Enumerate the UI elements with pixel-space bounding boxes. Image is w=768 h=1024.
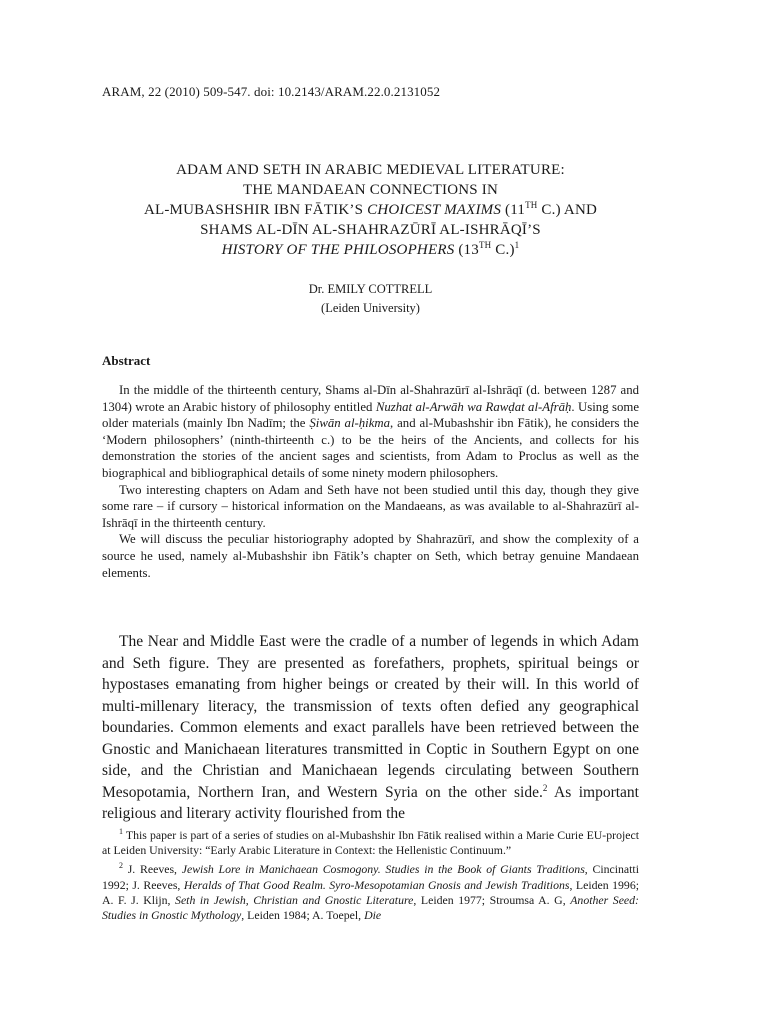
author-block	[102, 280, 639, 318]
title-line-3	[102, 200, 639, 220]
title-line-4: SHAMS AL-DĪN AL-SHAHRAZŪRĪ AL-ISHRĀQĪ’S	[200, 222, 541, 238]
title-line-2: THE MANDAEAN CONNECTIONS IN	[243, 182, 498, 198]
footnote-2-title-reeves-2: Heralds of That Good Realm. Syro-Mesopotamian Gnosis and Jewish Traditions	[183, 877, 570, 892]
title-line-3-part-a: AL-MUBASHSHIR IBN FĀTIK’S	[143, 202, 368, 218]
title-line-5	[102, 240, 639, 260]
footnotes	[102, 828, 639, 923]
abstract-paragraph-1	[102, 382, 639, 482]
title-line-5-part-c: C.)	[491, 242, 515, 258]
footnote-2-text-d: , Leiden 1977; Stroumsa A. G,	[413, 892, 571, 907]
author-affiliation: (Leiden University)	[321, 301, 420, 315]
title-line-3-part-c: C.) AND	[537, 202, 598, 218]
abstract-p1-text-b: . Using some older materials (mainly Ibn Nadīm; the	[102, 399, 639, 431]
abstract-heading: Abstract	[102, 353, 151, 368]
footnote-1	[102, 828, 639, 858]
title-line-3-part-b: (11	[501, 202, 526, 218]
title-line-5-italic: HISTORY OF THE PHILOSOPHERS	[221, 242, 455, 258]
article-title	[102, 160, 639, 260]
abstract-paragraph-2: Two interesting chapters on Adam and Seth have not been studied until this day, though they give some rare – if cursory – historical information on the Mandaeans, as was available to al-Shahrazūrī al-Ishrāqī in the thirteenth century.	[102, 482, 639, 530]
footnote-2-text-c: , Leiden 1996; A. F. J. Klijn,	[102, 877, 639, 907]
footnote-2-text-a: J. Reeves,	[123, 862, 182, 877]
body-footnote-ref-2[interactable]: 2	[542, 782, 548, 793]
main-text	[102, 631, 639, 825]
footnote-1-text: This paper is part of a series of studies on al-Mubashshir Ibn Fātik realised within a Marie Curie EU-project at Leiden University: “Early Arabic Literature in Context: the Hellenistic Continuum.”	[102, 828, 639, 858]
abstract-p1-title-nuzhat: Nuzhat al-Arwāh wa Rawḍat al-Afrāḥ	[375, 399, 572, 414]
title-line-5-part-b: (13	[454, 242, 479, 258]
journal-citation: ARAM, 22 (2010) 509-547. doi: 10.2143/ARAM.22.0.2131052	[102, 84, 441, 99]
title-line-3-superscript: TH	[525, 200, 538, 210]
footnote-2-title-toepel: Die	[364, 908, 382, 923]
abstract-p1-title-siwan: Ṣiwān al-ḥikma	[309, 416, 391, 431]
footnote-2-text-e: , Leiden 1984; A. Toepel,	[241, 908, 365, 923]
body-p1-text-a: The Near and Middle East were the cradle of a number of legends in which Adam and Seth figure. They are presented as forefathers, prophets, spiritual beings or hypostases emanating from higher beings or created by their will. In this world of multi-millenary literacy, the transmission of texts often defied any geographical boundaries. Common elements and exact parallels have been retrieved between the Gnostic and Manichaean literatures transmitted in Coptic in Southern Egypt on one side, and the Christian and Manichaean legends circulating between Southern Mesopotamia, Northern Iran, and Western Syria on the other side.	[102, 633, 639, 801]
body-p1-text-b: As important religious and literary activity flourished from the	[102, 783, 639, 822]
footnote-2-text-b: , Cincinatti 1992; J. Reeves,	[102, 862, 639, 892]
footnote-2-title-klijn: Seth in Jewish, Christian and Gnostic Literature	[175, 892, 414, 907]
title-line-3-italic: CHOICEST MAXIMS	[367, 202, 502, 218]
footnote-2	[102, 862, 639, 923]
footnote-2-title-reeves-1: Jewish Lore in Manichaean Cosmogony. Studies in the Book of Giants Traditions	[181, 862, 585, 877]
abstract-body	[102, 382, 639, 581]
body-paragraph-1	[102, 631, 639, 825]
abstract-paragraph-3: We will discuss the peculiar historiography adopted by Shahrazūrī, and show the complexity of a source he used, namely al-Mubashshir ibn Fātik’s chapter on Seth, which betray genuine Mandaean elements.	[102, 532, 639, 580]
footnote-2-number: 2	[119, 861, 123, 871]
title-line-5-superscript: TH	[478, 240, 492, 250]
author-name: Dr. EMILY COTTRELL	[308, 282, 433, 296]
footnote-1-number: 1	[119, 827, 123, 837]
title-line-1: ADAM AND SETH IN ARABIC MEDIEVAL LITERATURE:	[176, 162, 565, 178]
footnote-2-title-stroumsa: Another Seed: Studies in Gnostic Mythology	[102, 892, 639, 923]
abstract-p1-text-a: In the middle of the thirteenth century, Shams al-Dīn al-Shahrazūrī al-Ishrāqī (d. between 1287 and 1304) wrote an Arabic history of philosophy entitled	[102, 383, 639, 414]
title-footnote-ref[interactable]: 1	[514, 240, 520, 250]
abstract-p1-text-c: , and al-Mubashshir ibn Fātik), he considers the ‘Modern philosophers’ (ninth-thirteenth c.) to be the heirs of the Ancients, and collects for his demonstration the stories of the ancient sages and scientists, from Adam to Proclus as well as the biographical and bibliographical details of some ninety modern philosophers.	[102, 416, 639, 480]
